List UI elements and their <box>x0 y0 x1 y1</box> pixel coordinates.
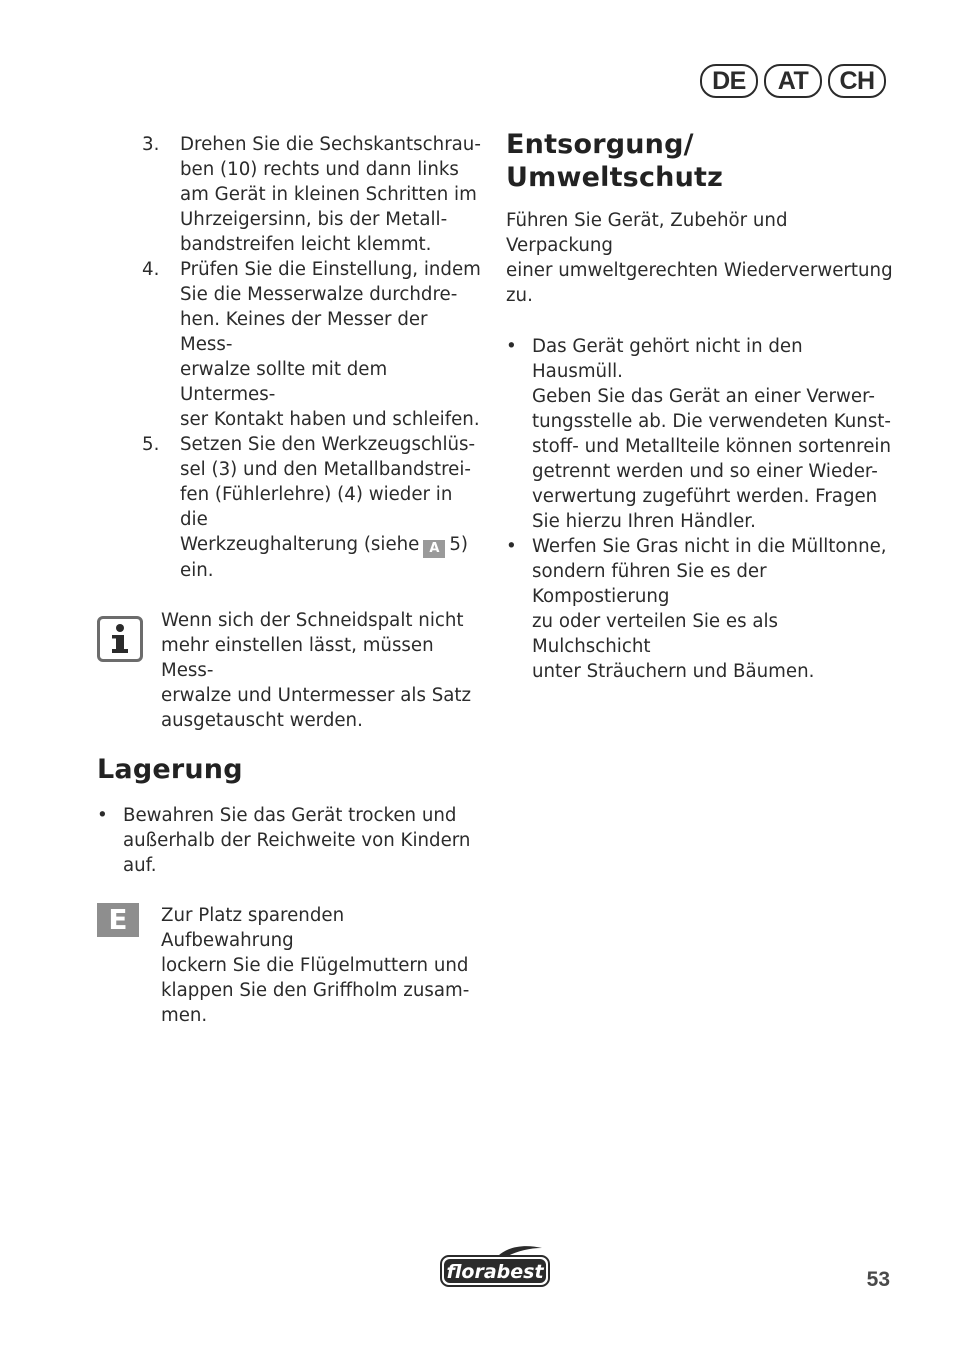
bullet-line: Das Gerät gehört nicht in den Hausmüll. <box>532 336 803 382</box>
step-line: erwalze sollte mit dem Untermes- <box>180 359 388 405</box>
bullet-marker: • <box>97 805 108 826</box>
step-text: Werkzeughalterung (siehe <box>180 534 420 555</box>
adjustment-steps <box>97 132 481 583</box>
step-line: sel (3) und den Metallbandstrei- <box>180 459 471 480</box>
note-line: erwalze und Untermesser als Satz <box>161 685 472 706</box>
disposal-intro <box>506 208 896 308</box>
bullet-line: außerhalb der Reichweite von Kindern <box>123 830 471 851</box>
step-line <box>180 532 481 558</box>
step-line: hen. Keines der Messer der Mess- <box>180 309 428 355</box>
language-badges <box>700 64 886 98</box>
note-line: klappen Sie den Griffholm zusam- <box>161 980 470 1001</box>
bullet-line: stoff- und Metallteile können sortenrein <box>532 436 891 457</box>
bullet-line: Geben Sie das Gerät an einer Verwer- <box>532 386 875 407</box>
storage-bullets <box>97 803 481 878</box>
step-line: ein. <box>180 560 214 581</box>
bullet-marker: • <box>506 536 517 557</box>
note-line: lockern Sie die Flügelmuttern und <box>161 955 469 976</box>
step-text: 5) <box>449 534 469 555</box>
bullet-item <box>506 334 896 534</box>
bullet-line: getrennt werden und so einer Wieder- <box>532 461 878 482</box>
step-line: Uhrzeigersinn, bis der Metall- <box>180 209 448 230</box>
disposal-bullets <box>506 334 896 684</box>
intro-line: zu. <box>506 285 533 306</box>
info-icon <box>97 616 143 662</box>
heading-line: Entsorgung/ <box>506 129 694 160</box>
language-badge-at: AT <box>764 64 822 98</box>
language-badge-de: DE <box>700 64 758 98</box>
step-3 <box>97 132 481 257</box>
step-number: 3. <box>142 134 160 155</box>
info-note <box>97 608 481 733</box>
step-number: 5. <box>142 434 160 455</box>
bullet-line: auf. <box>123 855 157 876</box>
step-line: Prüfen Sie die Einstellung, indem <box>180 259 481 280</box>
figure-e-icon: E <box>97 903 139 937</box>
intro-line: Führen Sie Gerät, Zubehör und Verpackung <box>506 210 788 256</box>
note-line: Wenn sich der Schneidspalt nicht <box>161 610 464 631</box>
language-badge-ch: CH <box>828 64 886 98</box>
step-line: bandstreifen leicht klemmt. <box>180 234 432 255</box>
step-line: Drehen Sie die Sechskantschrau- <box>180 134 481 155</box>
intro-line: einer umweltgerechten Wiederverwertung <box>506 260 893 281</box>
step-line: Sie die Messerwalze durchdre- <box>180 284 458 305</box>
step-5 <box>97 432 481 583</box>
step-line: am Gerät in kleinen Schritten im <box>180 184 477 205</box>
step-line: fen (Fühlerlehre) (4) wieder in die <box>180 484 453 530</box>
brand-wordmark: florabest <box>446 1261 544 1283</box>
left-column <box>97 132 481 1028</box>
step-4 <box>97 257 481 432</box>
note-line: ausgetauscht werden. <box>161 710 363 731</box>
bullet-line: Sie hierzu Ihren Händler. <box>532 511 756 532</box>
bullet-line: Bewahren Sie das Gerät trocken und <box>123 805 457 826</box>
right-column <box>506 128 896 684</box>
florabest-logo <box>438 1244 552 1288</box>
storage-heading: Lagerung <box>97 754 243 785</box>
disposal-heading <box>506 128 896 194</box>
step-number: 4. <box>142 259 160 280</box>
bullet-line: Werfen Sie Gras nicht in die Mülltonne, <box>532 536 887 557</box>
bullet-item <box>97 803 481 878</box>
bullet-line: zu oder verteilen Sie es als Mulchschicht <box>532 611 779 657</box>
bullet-line: tungsstelle ab. Die verwendeten Kunst- <box>532 411 891 432</box>
note-line: Zur Platz sparenden Aufbewahrung <box>161 905 345 951</box>
page-number: 53 <box>866 1268 890 1291</box>
bullet-line: verwertung zugeführt werden. Fragen <box>532 486 878 507</box>
bullet-item <box>506 534 896 684</box>
folding-note <box>97 903 481 1028</box>
step-line: ben (10) rechts und dann links <box>180 159 459 180</box>
note-line: mehr einstellen lässt, müssen Mess- <box>161 635 434 681</box>
note-line: men. <box>161 1005 208 1026</box>
figure-reference-badge: A <box>423 540 445 558</box>
heading-line: Umweltschutz <box>506 162 724 193</box>
step-line: Setzen Sie den Werkzeugschlüs- <box>180 434 476 455</box>
bullet-line: sondern führen Sie es der Kompostierung <box>532 561 767 607</box>
step-line: ser Kontakt haben und schleifen. <box>180 409 480 430</box>
bullet-line: unter Sträuchern und Bäumen. <box>532 661 815 682</box>
bullet-marker: • <box>506 336 517 357</box>
